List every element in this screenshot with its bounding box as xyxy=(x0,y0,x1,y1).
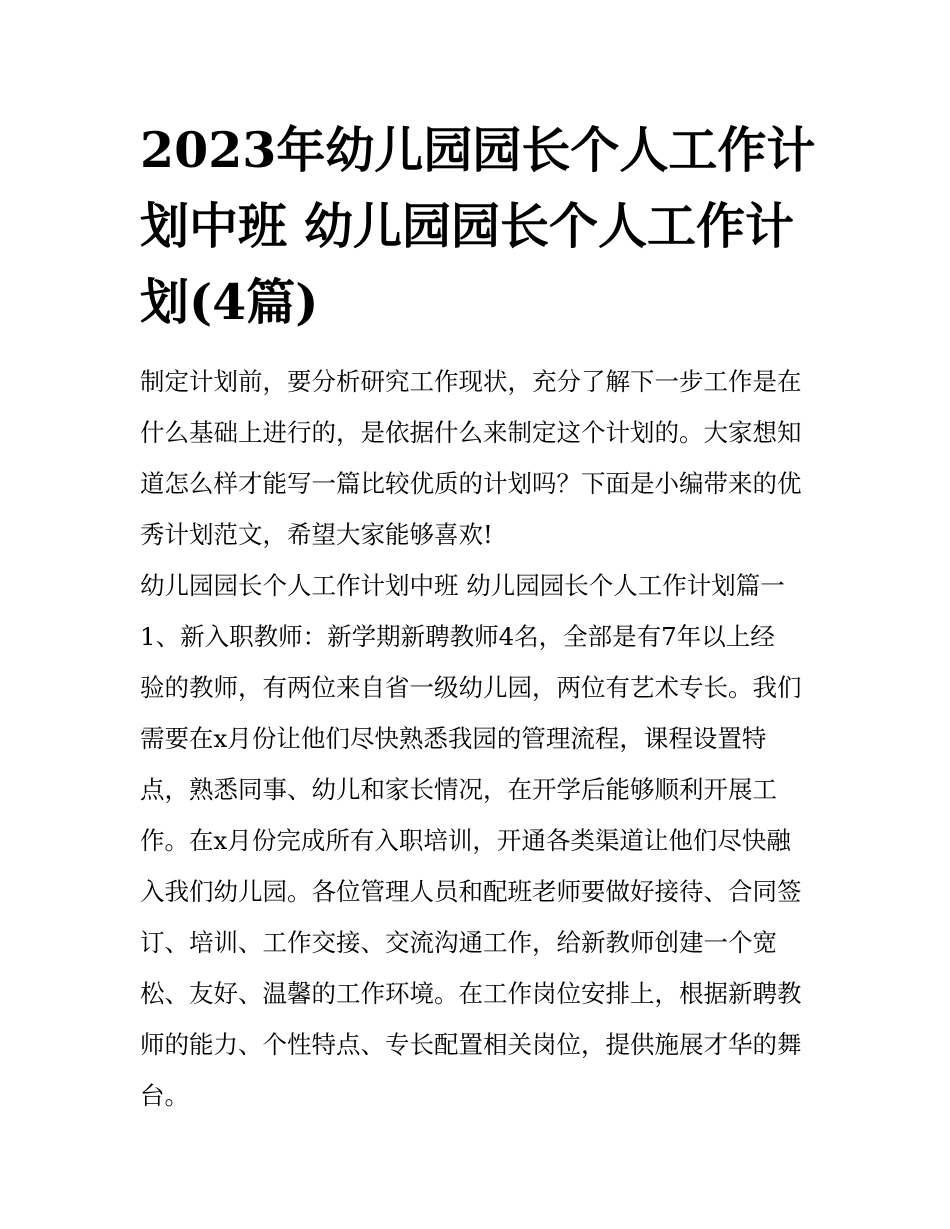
document-page xyxy=(140,112,816,1121)
document-body xyxy=(140,356,816,1121)
body-line: 师的能力、个性特点、专长配置相关岗位，提供施展才华的舞 xyxy=(140,1030,802,1059)
body-line: 订、培训、工作交接、交流沟通工作，给新教师创建一个宽 xyxy=(140,928,777,957)
title-line: 划中班 幼儿园园长个人工作计 xyxy=(140,197,795,255)
document-title xyxy=(140,112,816,340)
title-line: 划(4篇) xyxy=(140,273,319,331)
body-line: 作。在x月份完成所有入职培训，开通各类渠道让他们尽快融 xyxy=(140,826,791,855)
body-line: 1、新入职教师：新学期新聘教师4名，全部是有7年以上经 xyxy=(140,622,775,651)
body-line: 制定计划前，要分析研究工作现状，充分了解下一步工作是在 xyxy=(140,367,802,396)
title-line: 2023年幼儿园园长个人工作计 xyxy=(140,121,816,179)
body-line: 点，熟悉同事、幼儿和家长情况，在开学后能够顺利开展工 xyxy=(140,775,777,804)
body-line: 道怎么样才能写一篇比较优质的计划吗？下面是小编带来的优 xyxy=(140,469,802,498)
body-line: 秀计划范文，希望大家能够喜欢! xyxy=(140,520,493,549)
body-line: 什么基础上进行的，是依据什么来制定这个计划的。大家想知 xyxy=(140,418,802,447)
body-line: 需要在x月份让他们尽快熟悉我园的管理流程，课程设置特 xyxy=(140,724,767,753)
body-line: 松、友好、温馨的工作环境。在工作岗位安排上，根据新聘教 xyxy=(140,979,802,1008)
body-line: 台。 xyxy=(140,1081,189,1110)
body-line: 入我们幼儿园。各位管理人员和配班老师要做好接待、合同签 xyxy=(140,877,802,906)
body-line: 验的教师，有两位来自省一级幼儿园，两位有艺术专长。我们 xyxy=(140,673,802,702)
section-heading: 幼儿园园长个人工作计划中班 幼儿园园长个人工作计划篇一 xyxy=(140,571,785,600)
